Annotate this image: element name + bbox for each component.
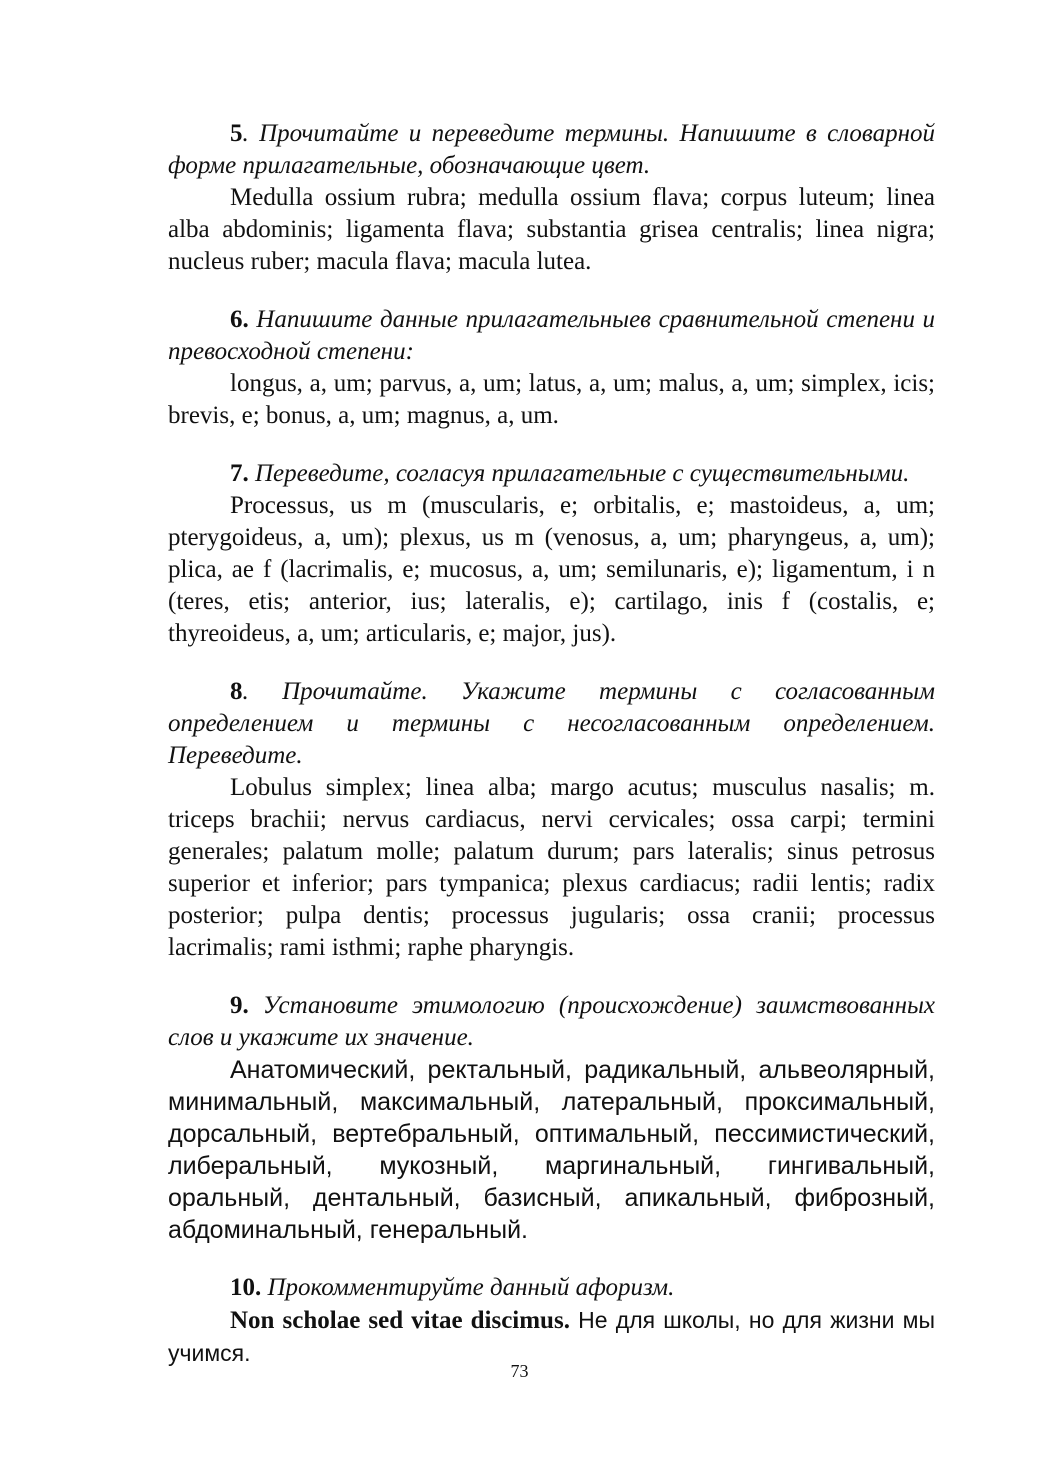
exercise-6 — [168, 304, 935, 432]
exercise-instruction: . Прочитайте и переведите термины. Напишите в словарной форме прилагательные, обозначающие цвет. — [168, 120, 935, 179]
page-number: 73 — [510, 1361, 529, 1381]
exercise-text: Processus, us m (muscularis, e; orbitalis, e; mastoideus, a, um; pterygoideus, a, um); plexus, us m (venosus, a, um; pharyngeus, a, um); plica, ae f (lacrimalis, e; mucosus, a, um; semilunaris, e); ligamentum, i n (teres, etis; anterior, ius; lateralis, e); cartilago, inis f (costalis, e; thyreoideus, a, um; articularis, e; major, jus). — [168, 492, 935, 647]
aphorism-latin: Non scholae sed vitae discimus. — [230, 1307, 570, 1334]
exercise-text: Lobulus simplex; linea alba; margo acutus; musculus nasalis; m. triceps brachii; nervus cardiacus, nervi cervicales; ossa carpi; termini generales; palatum molle; palatum durum; pars lateralis; sinus petrosus superior et inferior; pars tympanica; plexus cardiacus; radii lentis; radix posterior; pulpa dentis; processus jugularis; ossa cranii; processus lacrimalis; rami isthmi; raphe pharyngis. — [168, 774, 935, 961]
exercise-7 — [168, 458, 935, 650]
exercise-6-task — [168, 304, 935, 368]
exercise-5-task — [168, 118, 935, 182]
exercise-instruction: Переведите, согласуя прилагательные с существительными. — [248, 460, 910, 487]
aphorism-translation: Не для школы, но для жизни мы учимся. — [168, 1307, 935, 1366]
exercise-10-task — [168, 1272, 935, 1304]
exercise-8-task — [168, 676, 935, 772]
exercise-text: longus, a, um; parvus, a, um; latus, a, um; malus, a, um; simplex, icis; brevis, e; bonus, a, um; magnus, a, um. — [168, 370, 935, 429]
exercise-5 — [168, 118, 935, 278]
exercise-9-task — [168, 990, 935, 1054]
exercise-number: 9. — [230, 992, 249, 1019]
exercise-instruction: Установите этимологию (происхождение) заимствованных слов и укажите их значение. — [168, 992, 935, 1051]
exercise-number: 7. — [230, 460, 249, 487]
exercise-instruction: Прокомментируйте данный афоризм. — [261, 1274, 675, 1301]
exercise-9 — [168, 990, 935, 1246]
exercise-number: 10. — [230, 1274, 262, 1301]
exercise-text: Medulla ossium rubra; medulla ossium flava; corpus luteum; linea alba abdominis; ligamenta flava; substantia grisea centralis; linea nigra; nucleus ruber; macula flava; macula lutea. — [168, 184, 935, 275]
exercise-number: 8 — [230, 678, 243, 705]
exercise-10 — [168, 1272, 935, 1370]
exercise-instruction: Напишите данные прилагательныев сравнительной степени и превосходной степени: — [168, 306, 935, 365]
exercise-number: 6. — [230, 306, 249, 333]
exercise-text: Анатомический, ректальный, радикальный, альвеолярный, минимальный, максимальный, латеральный, проксимальный, дорсальный, вертебральный, оптимальный, пессимистический, либеральный, мукозный, маргинальный, гингивальный, оральный, дентальный, базисный, апикальный, фиброзный, абдоминальный, генеральный. — [168, 1056, 935, 1244]
exercise-8 — [168, 676, 935, 964]
exercise-instruction: . Прочитайте. Укажите термины с согласованным определением и термины с несогласованным определением. Переведите. — [168, 678, 935, 769]
exercise-number: 5 — [230, 120, 243, 147]
exercise-7-task — [168, 458, 935, 490]
